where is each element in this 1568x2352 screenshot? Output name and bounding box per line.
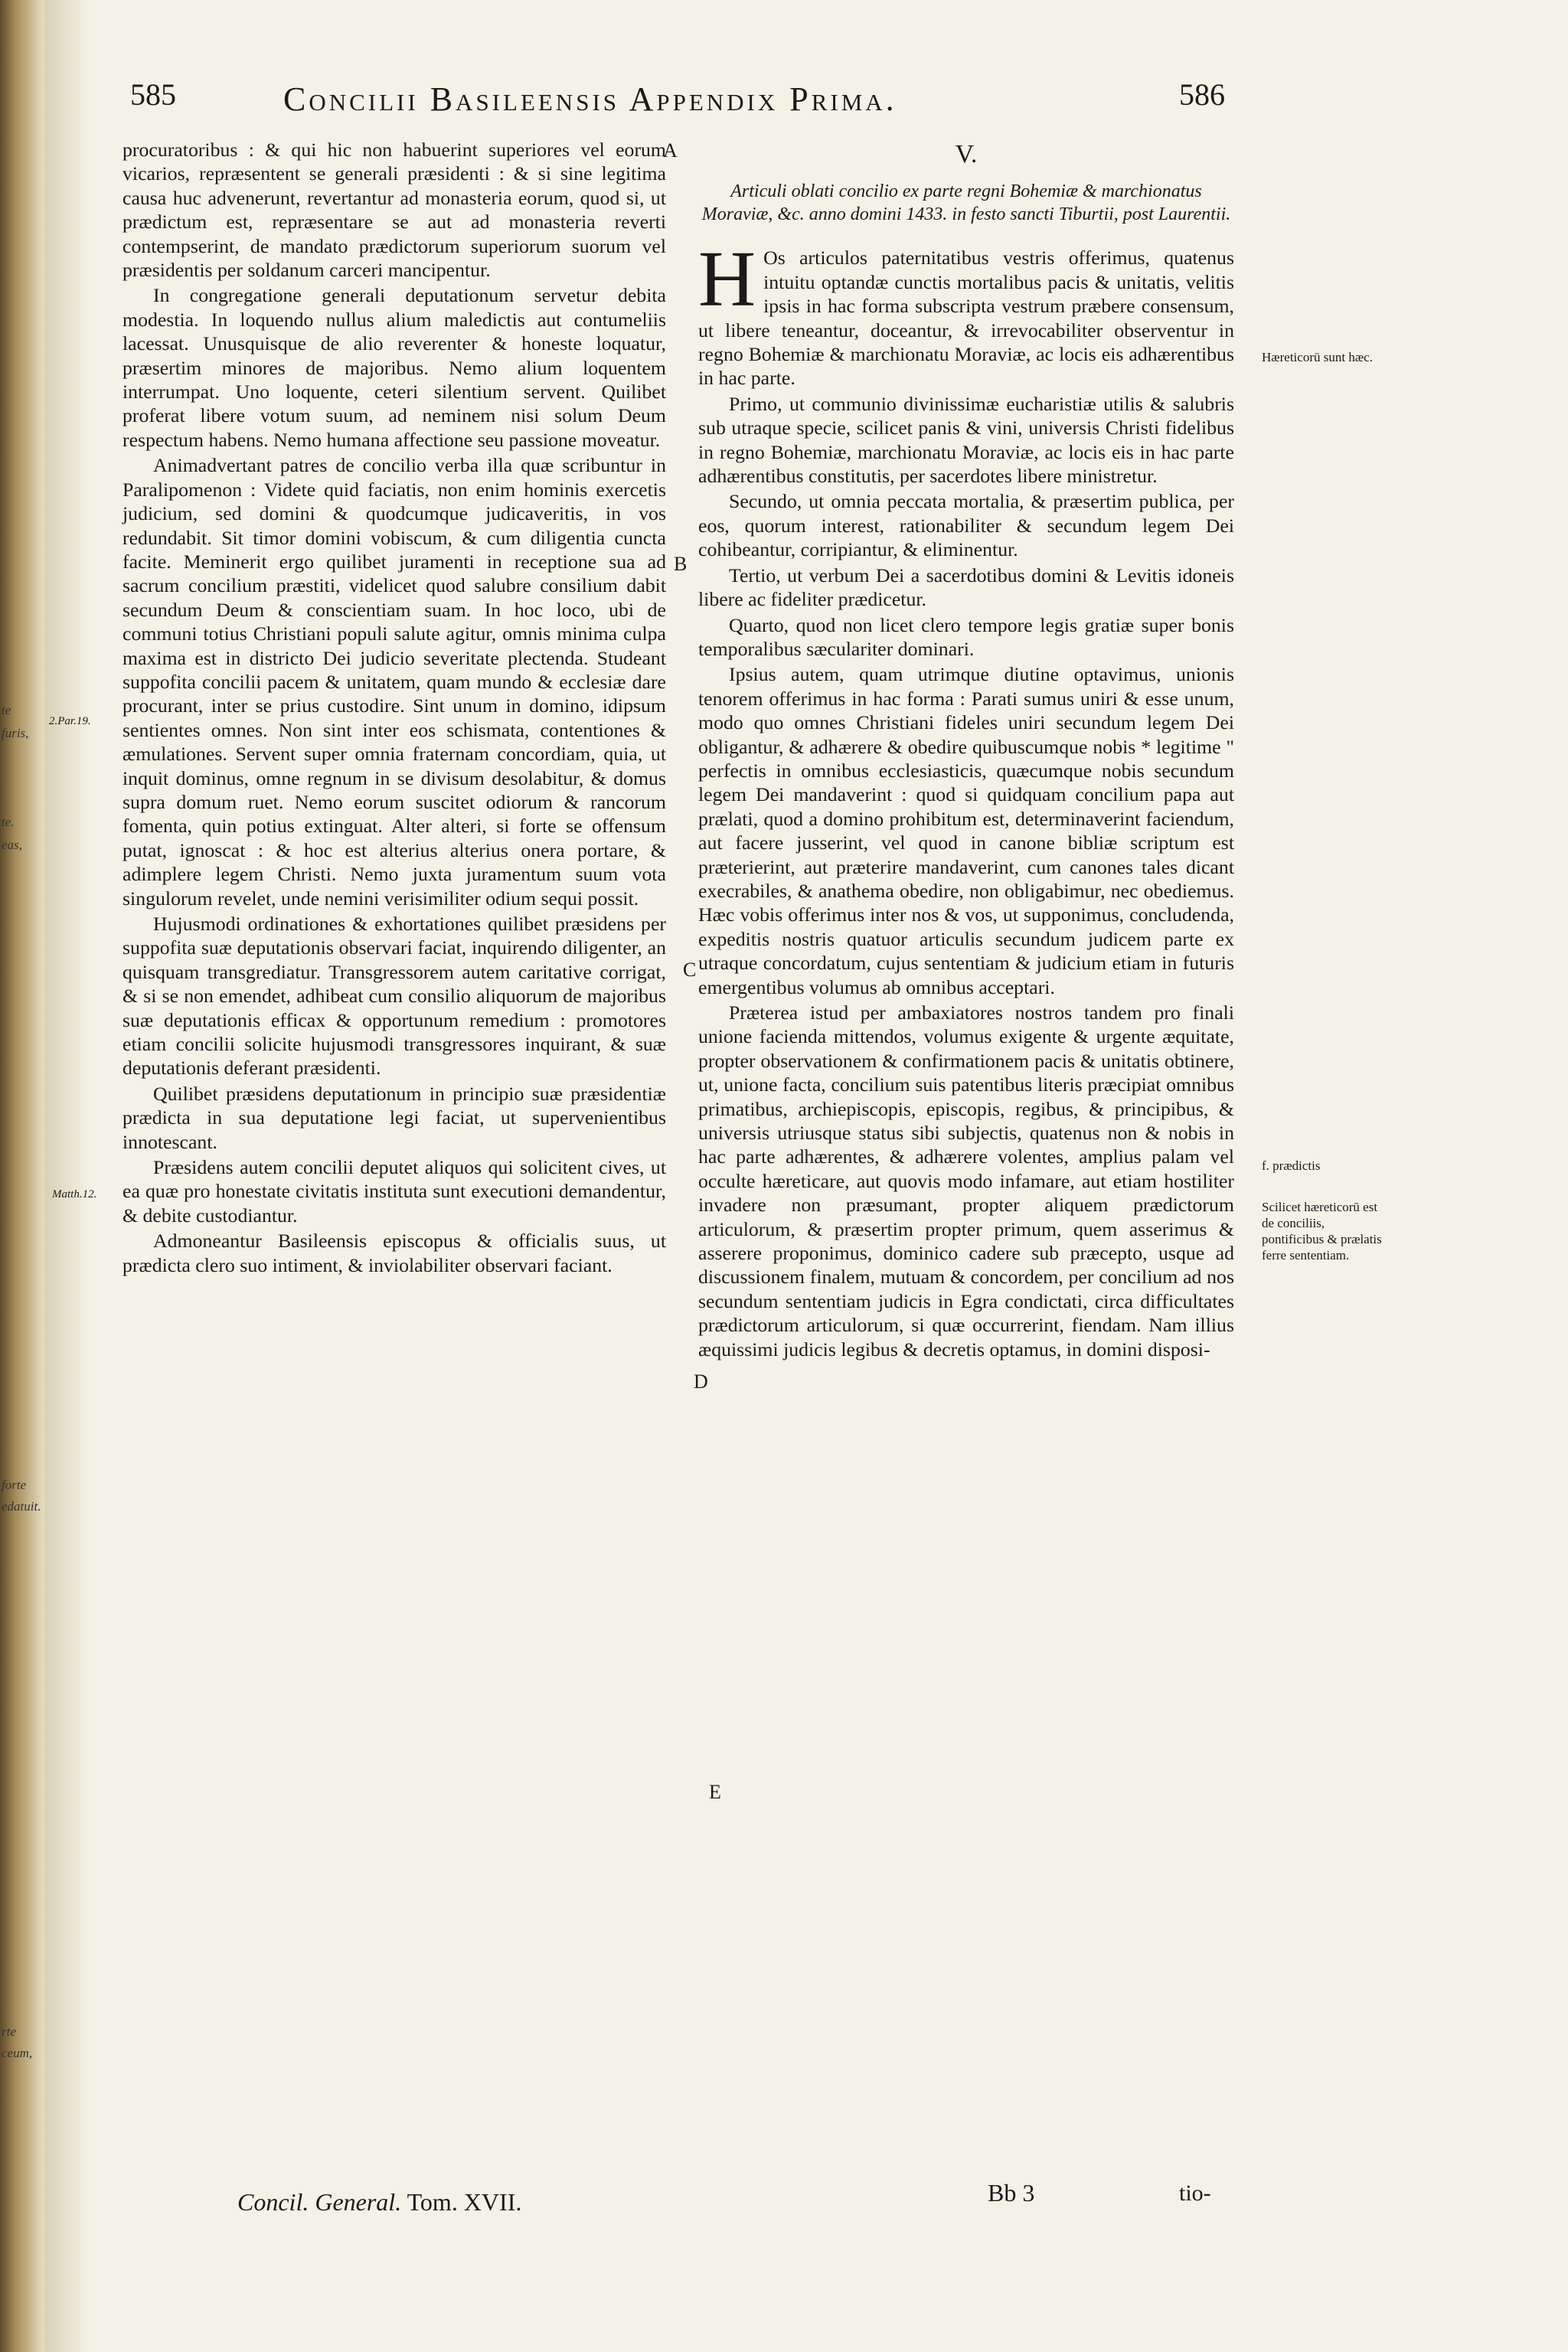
page-gutter — [44, 0, 90, 2352]
paragraph: Præterea istud per ambaxiatores nostros tandem pro finali unione facienda mittendos, volumus exigente & urgente æquitate, propter observationem & confirmationem pacis & unitatis obtinere, ut, unione facta, concilium suis patentibus literis præcipiat omnibus primatibus, archiepiscopis, episcopis, regibus, & principibus, & universis utriusque status sibi subjectis, quatenus non & nobis in hac parte adhærentes, & adhærere volentes, amplius palam vel occulte hæreticare, aut quovis modo infamare, aut etiam hostiliter invadere non præsumant, propter aliquem prædictorum articulorum, & præsertim propter primum, quem asserimus & asserere proponimus, dominico cadere sub præcepto, usque ad discussionem finalem, mutuam & concordem, per concilium ad nos secundum sententiam judicis in Egra condictati, circa difficultates prædictorum articulorum, si quæ occurrerint, fiendam. Nam illius æquissimi judicis legibus & decretis optamus, in domini disposi- — [698, 1001, 1234, 1361]
paragraph: Hujusmodi ordinationes & exhortationes quilibet præsidens per suppofita suæ deputationis observari faciat, inquirendo diligenter, an quisquam transgrediatur. Transgressorem autem caritative corrigat, & si se non emendet, adhibeat cum consilio aliquorum de majoribus suæ deputationis efficax & opportunum remedium : promotores etiam concilii solicite hujusmodi transgressores inquirant, & suæ deputationis deferant præsidenti. — [122, 913, 666, 1080]
paragraph: Ipsius autem, quam utrimque diutine optavimus, unionis tenorem offerimus in hac forma : Parati sumus uniri & esse unum, modo quo omnes Christiani fideles uniri secundum legem Dei obligantur, & adhærere & obedire quibuscumque nobis * legitime " perfectis in omnibus ecclesiasticis, quæcumque nobis secundum legem Dei mandaverint : quod si quidquam concilium papa aut prælati, quod a domino prohibitum est, determinaverint faciendum, aut facere jusserint, vel quod in canone bibliæ scriptum est præterierint, aut præterire mandaverint, cum canones tales dicant execrabiles, & anathema obedire, non obligabimur, nec obediemus. Hæc vobis offerimus inter nos & vos, ut supponimus, concludenda, expeditis nostris quatuor articulis secundum judicem parte ex utraque concordatum, cujus sententiam & judicium etiam in futuris emergentibus volumus ab omnibus acceptari. — [698, 663, 1234, 998]
prev-page-fragment: eas, — [2, 838, 22, 852]
running-title: Concilii Basileensis Appendix Prima. — [283, 80, 897, 118]
page-number-left: 585 — [130, 77, 176, 112]
section-number: V. — [955, 140, 978, 168]
drop-cap: H — [698, 235, 756, 324]
paragraph: procuratoribus : & qui hic non habuerint superiores vel eorum vicarios, repræsentent se generali præsidenti : & si sine legitima causa huc advenerunt, revertantur ad monasteria eorum, quod si, ut prædictum est, repræsentare se aut ad monasteria reverti contempserint, de mandato prædictorum superiorum suorum vel præsidentis per soldanum carceri mancipentur. — [122, 139, 666, 282]
margin-note: Hæreticorū sunt hæc. — [1262, 350, 1373, 364]
section-letter-c: C — [683, 959, 697, 981]
paragraph: Primo, ut communio divinissimæ eucharistiæ utilis & salubris sub utraque specie, scilicet panis & vini, universis Christi fidelibus in regno Bohemiæ, marchionatu Moraviæ, ac locis eis in hac parte adhærentibus constitutis, per sacerdotes libere ministretur. — [698, 392, 1234, 488]
paragraph: Quilibet præsidens deputationum in principio suæ præsidentiæ prædicta in sua deputatione legi faciat, ut supervenientibus innotescant. — [122, 1082, 666, 1153]
page-number-right: 586 — [1179, 77, 1225, 112]
footer-title-text: Concil. General. — [237, 2188, 402, 2216]
paragraph — [698, 235, 1234, 390]
paragraph: Tertio, ut verbum Dei a sacerdotibus domini & Levitis idoneis libere ac fideliter prædicetur. — [698, 564, 1234, 611]
page-header — [130, 77, 1225, 145]
section-letter-b: B — [674, 553, 688, 575]
paragraph: Præsidens autem concilii deputet aliquos qui solicitent cives, ut ea quæ pro honestate civitatis instituta sunt executioni demandentur, & debite custodiantur. — [122, 1156, 666, 1227]
prev-page-fragment: forte — [2, 1478, 27, 1492]
prev-page-fragment: ceum, — [2, 2046, 33, 2060]
section-letter-e: E — [709, 1781, 721, 1803]
paragraph: Animadvertant patres de concilio verba illa quæ scribuntur in Paralipomenon : Videte quid faciatis, non enim hominis exercetis judicium, sed domini & quodcumque judicaveritis, in vos redundabit. Sit timor domini vobiscum, & cum diligentia cuncta facite. Meminerit ergo quilibet juramenti in receptione sua ad sacrum concilium præstiti, videlicet quod salubre consilium dabit secundum Deum & conscientiam suam. In hoc loco, ubi de communi totius Christiani populi salute agitur, omnis minima culpa maxima est in districto Dei judicio severitate plectenda. Studeant suppofita concilii pacem & unitatem, quam mundo & ecclesiæ dare procurant, inter se prius custodire. Sint unum in domino, idipsum sentientes omnes. Non sint inter eos schismata, contentiones & æmulationes. Servent super omnia fraternam concordiam, quia, ut inquit dominus, omne regnum in se divisum desolabitur, & domus supra domum ruet. Nemo eorum suscitet odiorum & rancorum fomenta, quin potius extinguat. Alter alteri, si forte se offensum putat, ignoscat : & hoc est alterius alterius onera portare, & adimplere legem Christi. Nemo juxta juramentum suum vota singulorum revelet, unde nemini verisimiliter odium sequi possit. — [122, 454, 666, 910]
margin-note: f. prædictis — [1262, 1158, 1321, 1173]
margin-ref-paralipomenon: 2.Par.19. — [49, 715, 91, 727]
paragraph: In congregatione generali deputationum servetur debita modestia. In loquendo nullus alium maledictis aut contumeliis lacessat. Unusquisque de alio reverenter & honeste loquatur, præsertim minores de majoribus. Nemo alium loquentem interrumpat. Uno loquente, ceteri silentium servent. Quilibet proferat libere votum suum, ad neminem nisi solum Deum respectum habens. Nemo humana affectione seu passione moveatur. — [122, 284, 666, 451]
section-title: Articuli oblati concilio ex parte regni Bohemiæ & marchionatus Moraviæ, &c. anno domini 1433. in festo sancti Tiburtii, post Laurentii. — [701, 181, 1231, 225]
catchword: tio- — [1179, 2180, 1211, 2206]
prev-page-fragment: te. — [2, 815, 15, 829]
previous-page-edge — [0, 0, 44, 2352]
margin-note: Scilicet hæreticorū est de conciliis, pontificibus & prælatis ferre sententiam. — [1262, 1200, 1382, 1263]
paragraph: Admoneantur Basileensis episcopus & officialis suus, ut prædicta clero suo intiment, & inviolabiliter observari faciant. — [122, 1230, 666, 1276]
paragraph-text: Os articulos paternitatibus vestris offerimus, quatenus intuitu optandæ cunctis mortalibus pacis & unitatis, velitis ipsis in hac forma subscripta vestrum præbere consensum, ut libere teneantur, doceantur, & irrevocabiliter observentur in regno Bohemiæ & marchionatu Moraviæ, ac locis eis adhærentibus in hac parte. — [698, 247, 1234, 390]
prev-page-fragment: rte — [2, 2024, 16, 2039]
section-letter-a: A — [663, 139, 678, 162]
prev-page-fragment: te — [2, 703, 11, 717]
prev-page-fragment: furis, — [2, 726, 29, 740]
footer-tome: Tom. XVII. — [407, 2188, 522, 2216]
paragraph: Secundo, ut omnia peccata mortalia, & præsertim publica, per eos, quorum interest, rationabiliter & secundum legem Dei cohibeantur, corripiantur, & eliminentur. — [698, 490, 1234, 561]
left-column — [122, 138, 666, 1279]
footer-title — [237, 2188, 521, 2216]
prev-page-fragment: edatuit. — [2, 1499, 41, 1514]
right-column — [698, 138, 1234, 1363]
signature-mark: Bb 3 — [988, 2179, 1035, 2207]
section-letter-d: D — [694, 1370, 708, 1393]
paragraph: Quarto, quod non licet clero tempore legis gratiæ super bonis temporalibus sæculariter dominari. — [698, 613, 1234, 660]
margin-ref-matthew: Matth.12. — [52, 1188, 97, 1200]
